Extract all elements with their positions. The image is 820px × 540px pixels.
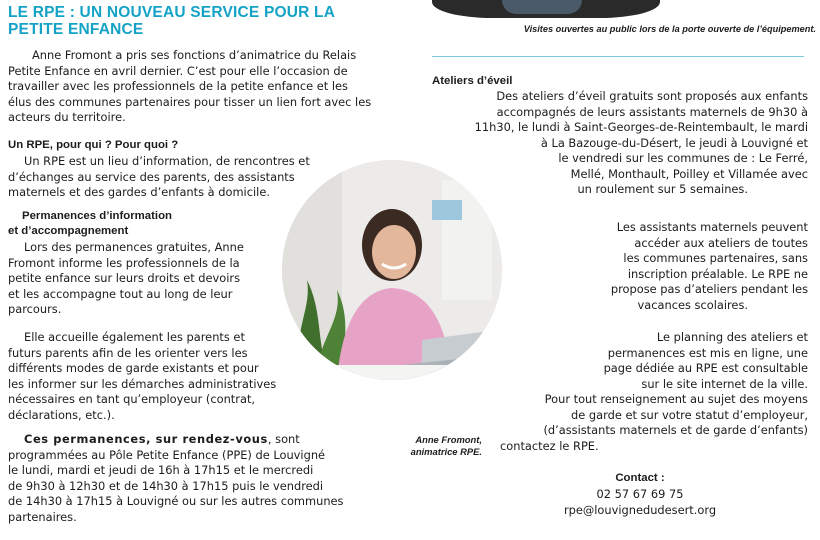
contact-email[interactable]: rpe@louvignedudesert.org: [563, 503, 717, 517]
title-line: LE RPE : UN NOUVEAU SERVICE POUR LA: [8, 4, 336, 21]
text-line: futurs parents afin de les orienter vers les: [8, 345, 248, 360]
text-line: sur le site internet de la ville.: [641, 376, 808, 391]
text-line: de garde et sur votre statut d’employeur,: [571, 407, 808, 422]
text-line: Un RPE est un lieu d’information, de rencontres et: [24, 154, 310, 168]
heading-line: et d’accompagnement: [8, 225, 129, 237]
text-line: travailler avec les professionnels de la petite enfance et les: [8, 79, 348, 93]
permanences-paragraph-3: [8, 432, 378, 525]
text-line: petite enfance sur leurs droits et devoirs: [8, 271, 241, 285]
text-line: les informer sur les démarches administratives: [8, 376, 277, 391]
text-line: les communes partenaires, sans: [623, 251, 808, 265]
text-line: partenaires.: [8, 509, 77, 524]
text-line: (d’assistants maternels et de garde d’enfants): [543, 423, 808, 437]
text-line: à La Bazouge-du-Désert, le jeudi à Louvigné et: [540, 135, 808, 150]
caption-line: animatrice RPE.: [410, 446, 482, 457]
section-heading-rpe: Un RPE, pour qui ? Pour quoi ?: [8, 139, 179, 151]
text-fragment: , sont: [267, 432, 300, 446]
article-title: [8, 4, 388, 38]
text-line: Fromont informe les professionnels de la: [8, 255, 240, 270]
contact-label: Contact :: [615, 472, 665, 484]
contact-block: [540, 470, 740, 518]
text-line: élus des communes partenaires pour tisser un lien fort avec les: [8, 94, 372, 109]
text-line: Anne Fromont a pris ses fonctions d’animatrice du Relais: [32, 48, 357, 62]
text-line: Le planning des ateliers et: [656, 330, 808, 344]
permanences-paragraph-1: [8, 240, 278, 318]
text-line: de 14h30 à 17h15 à Louvigné ou sur les autres communes: [8, 494, 344, 508]
text-line: inscription préalable. Le RPE ne: [627, 266, 808, 281]
text-line: parcours.: [8, 302, 62, 316]
text-line: le lundi, mardi et jeudi de 16h à 17h15 et le mercredi: [8, 463, 314, 477]
text-line: Des ateliers d’éveil gratuits sont proposés aux enfants: [496, 89, 808, 103]
text-line: et les accompagne tout au long de leur: [8, 286, 233, 301]
text-line: permanences est mis en ligne, une: [607, 345, 808, 360]
text-line: de 9h30 à 12h30 et de 14h30 à 17h15 puis le vendredi: [8, 478, 324, 493]
section-heading-permanences: [8, 209, 173, 239]
text-line: propose pas d’ateliers pendant les: [610, 282, 808, 296]
text-line: Petite Enfance en avril dernier. C’est pour elle l’occasion de: [8, 63, 348, 78]
text-line: accompagnés de leurs assistants maternels de 9h30 à: [496, 104, 808, 119]
divider: [432, 56, 804, 57]
permanences-paragraph-2: [8, 330, 308, 423]
section-rpe-paragraph: [8, 154, 328, 201]
text-line: 11h30, le lundi à Saint-Georges-de-Reintembault, le mardi: [474, 120, 808, 134]
text-line: Mellé, Monthault, Poilley et Villamée avec: [570, 166, 808, 181]
text-line: d’échanges au service des parents, des assistants: [8, 169, 295, 184]
portrait-caption: [372, 434, 482, 458]
text-line: vacances scolaires.: [637, 297, 748, 312]
text-line: le vendredi sur les communes de : Le Ferré,: [558, 151, 808, 165]
caption-line: Anne Fromont,: [415, 434, 482, 445]
heading-line: Permanences d’information: [22, 210, 173, 222]
text-line: maternels et des gardes d’enfants à domicile.: [8, 185, 270, 199]
section-heading-ateliers: Ateliers d’éveil: [432, 75, 513, 87]
text-line: acteurs du territoire.: [8, 110, 126, 124]
text-line: Les assistants maternels peuvent: [616, 220, 808, 234]
text-line: contactez le RPE.: [500, 438, 599, 453]
event-photo: [432, 0, 660, 18]
text-line: Pour tout renseignement au sujet des moyens: [544, 392, 808, 406]
text-line: un roulement sur 5 semaines.: [577, 182, 748, 196]
intro-paragraph: [8, 48, 400, 126]
ateliers-paragraph: [432, 89, 808, 198]
text-line: Lors des permanences gratuites, Anne: [24, 240, 244, 254]
text-line: page dédiée au RPE est consultable: [603, 361, 808, 375]
bold-text: Ces permanences, sur rendez-vous: [24, 432, 268, 446]
text-line: nécessaires en tant qu’employeur (contrat,: [8, 392, 256, 406]
contact-phone[interactable]: 02 57 67 69 75: [596, 487, 684, 501]
assistants-paragraph: [540, 220, 808, 313]
event-photo-caption: Visites ouvertes au public lors de la porte ouverte de l’équipement.: [523, 24, 816, 34]
text-line: programmées au Pôle Petite Enfance (PPE) de Louvigné: [8, 447, 326, 462]
text-line: différents modes de garde existants et pour: [8, 361, 259, 375]
text-line: Elle accueille également les parents et: [24, 330, 245, 344]
text-line: accéder aux ateliers de toutes: [634, 235, 808, 250]
text-line: déclarations, etc.).: [8, 407, 115, 422]
title-line: PETITE ENFANCE: [8, 21, 144, 38]
planning-paragraph: [500, 330, 808, 454]
